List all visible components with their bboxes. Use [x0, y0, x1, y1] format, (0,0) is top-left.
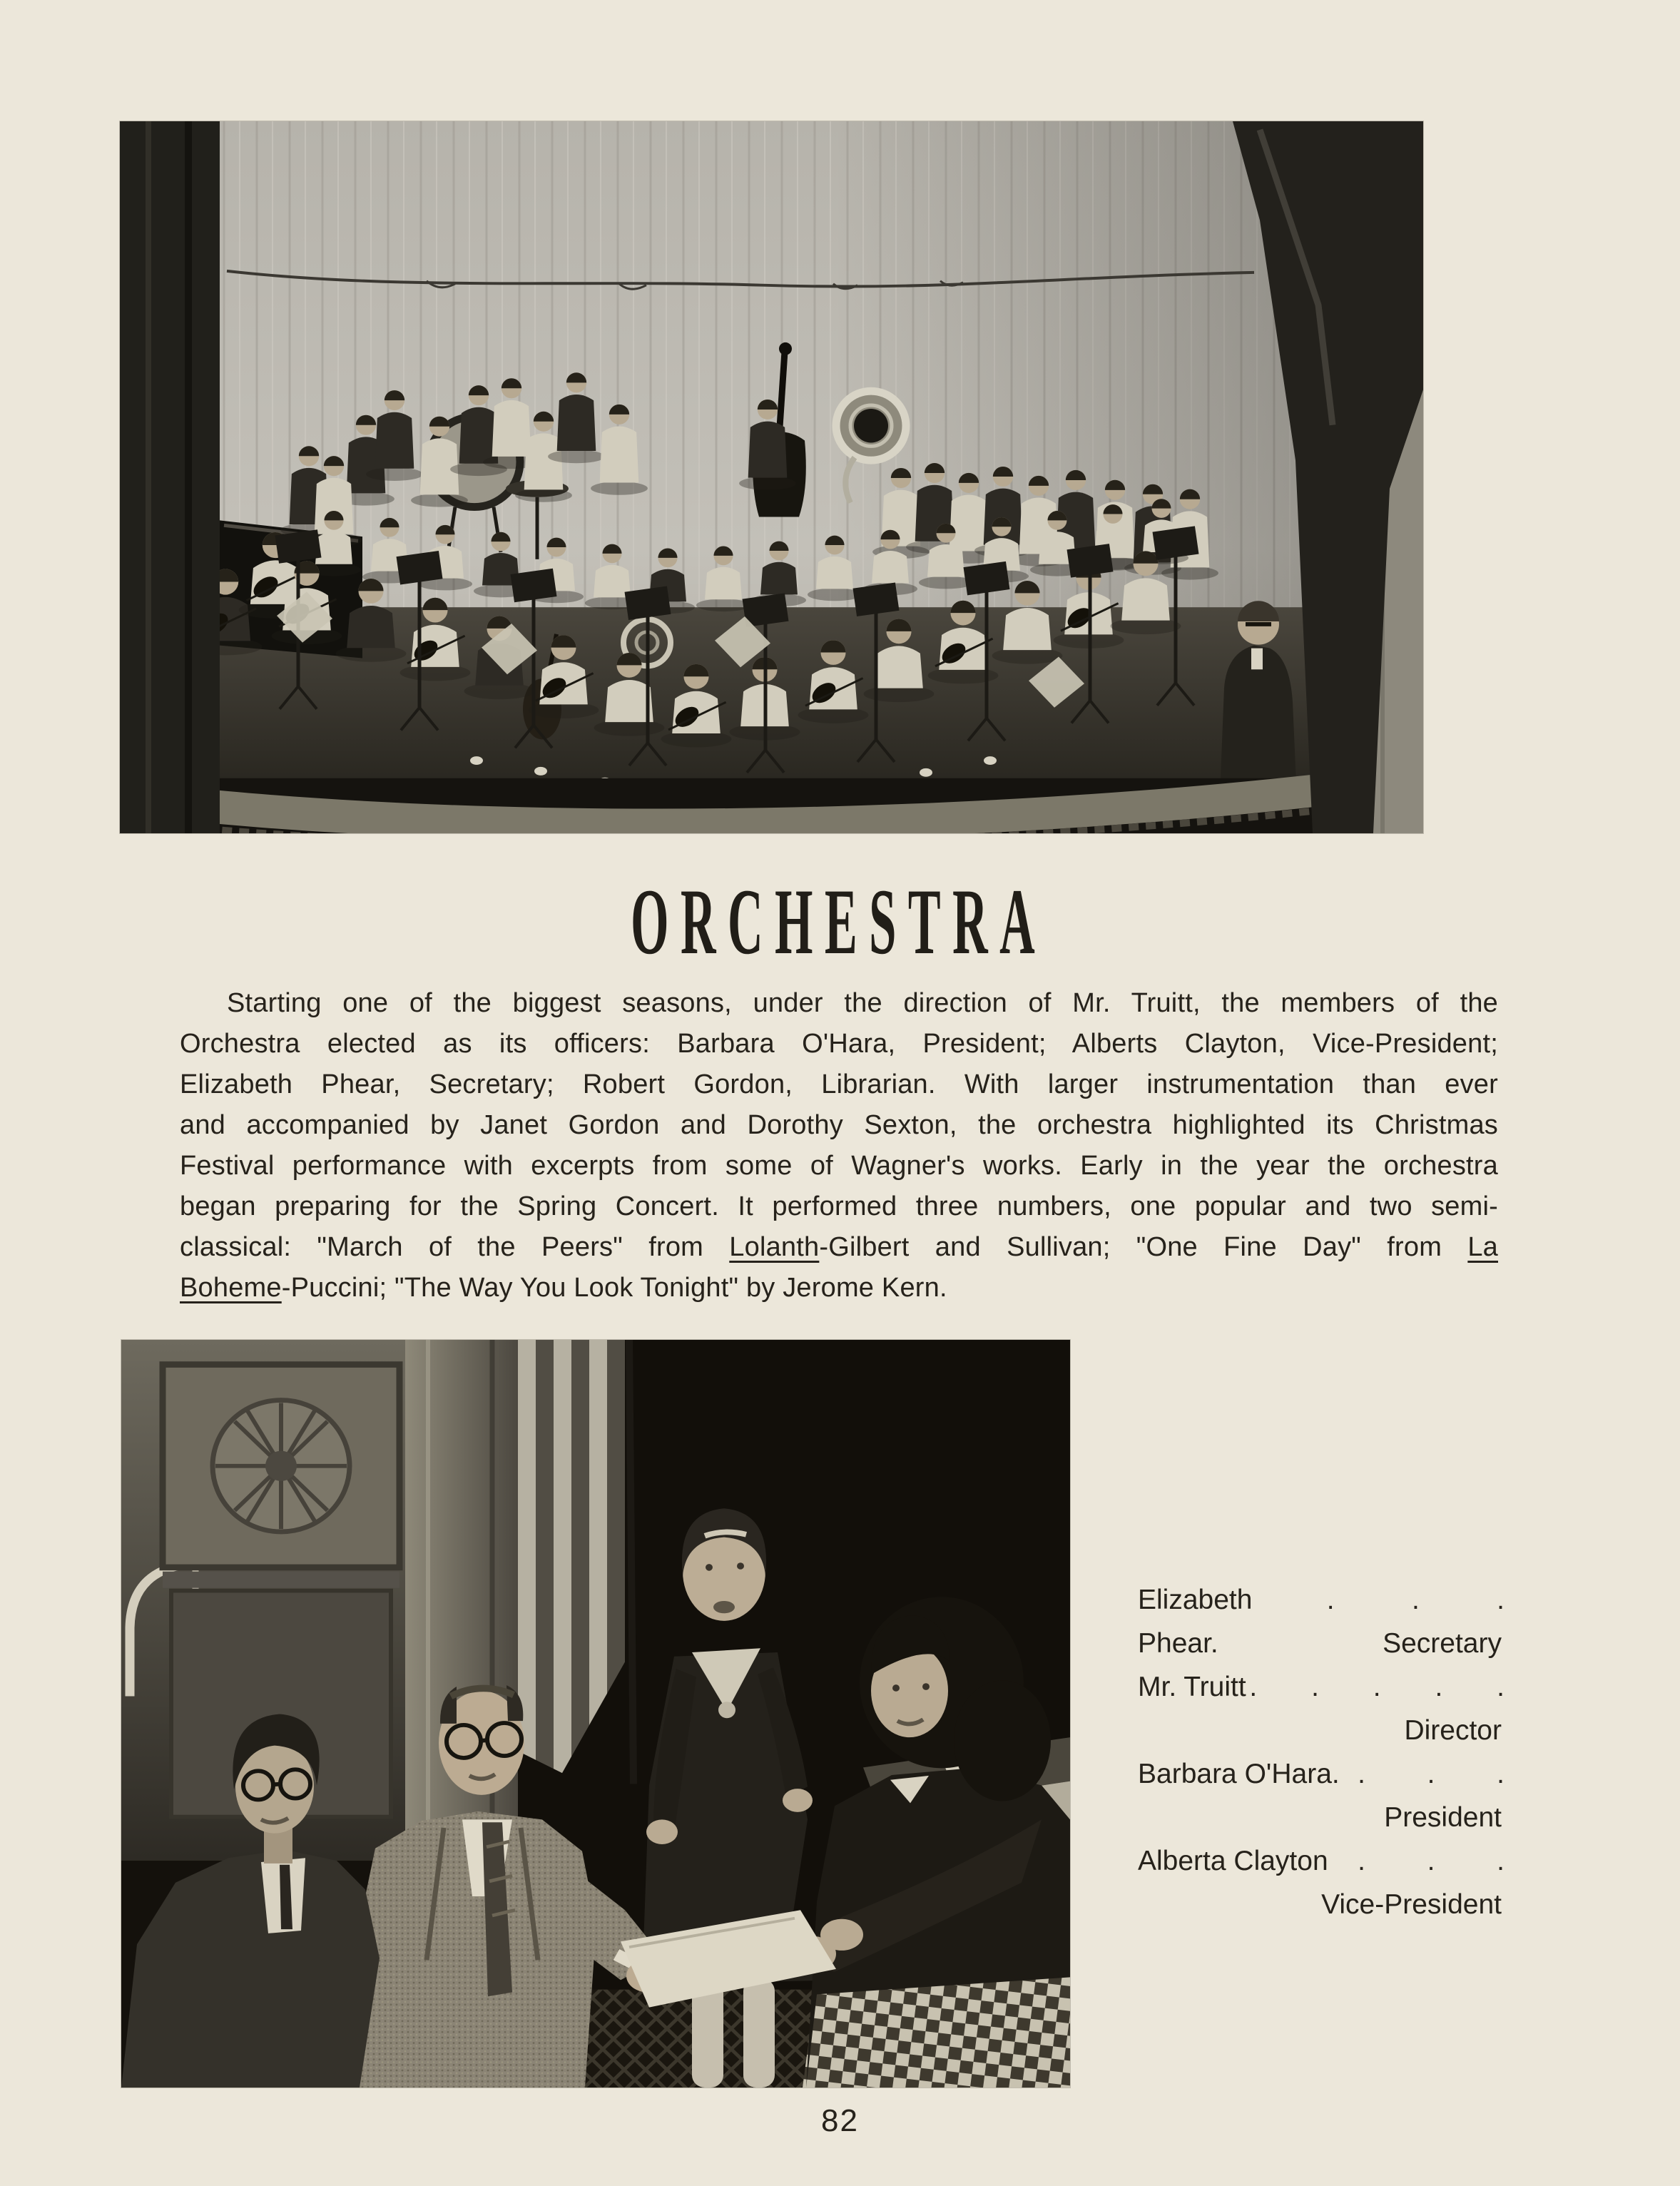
paragraph-line	[180, 1268, 1498, 1308]
paragraph-text: began preparing for the Spring Concert. It performed three numbers, one popular and two semi-	[180, 1191, 1498, 1221]
officer-name: Alberta Clayton	[1138, 1846, 1328, 1876]
dot-leaders: . . .	[1358, 1759, 1505, 1789]
dot-leaders: . . .	[1326, 1585, 1505, 1615]
paragraph-line	[180, 1146, 1498, 1186]
officer-entry	[1138, 1665, 1505, 1752]
orchestra-stage-photo-art	[120, 121, 1423, 833]
paragraph-line	[180, 1186, 1498, 1227]
paragraph-text: classical: "March of the Peers" from	[180, 1232, 730, 1262]
officer-name: Mr. Truitt	[1138, 1672, 1246, 1702]
orchestra-description-paragraph	[180, 983, 1498, 1308]
officer-role: President	[1384, 1802, 1502, 1833]
paragraph-text: and accompanied by Janet Gordon and Dorothy Sexton, the orchestra highlighted its Christmas	[180, 1110, 1498, 1140]
dot-leaders: . . . . .	[1249, 1672, 1505, 1702]
paragraph-text: -Gilbert and Sullivan; "One Fine Day" from	[819, 1232, 1468, 1262]
paragraph-line	[180, 1105, 1498, 1146]
knee-sock	[743, 1978, 775, 2088]
page-title-text: ORCHESTRA	[631, 869, 1047, 974]
paragraph-line	[180, 1024, 1498, 1064]
underlined-text: Boheme	[180, 1273, 282, 1303]
dot-leaders: . . .	[1358, 1846, 1505, 1876]
orchestra-stage-photo	[120, 121, 1423, 833]
page-number: 82	[821, 2103, 859, 2138]
officer-role: Director	[1404, 1715, 1502, 1746]
flag-pole	[629, 1340, 633, 1784]
paragraph-line	[180, 1064, 1498, 1105]
officer-entry	[1138, 1839, 1505, 1926]
underlined-text: La	[1467, 1232, 1498, 1262]
officer-name: Barbara O'Hara.	[1138, 1759, 1340, 1789]
paragraph-text: Orchestra elected as its officers: Barbara O'Hara, President; Alberts Clayton, Vice-President;	[180, 1029, 1498, 1059]
paragraph-text: -Puccini; "The Way You Look Tonight" by Jerome Kern.	[281, 1273, 947, 1303]
underlined-text: Lolanth	[729, 1232, 820, 1262]
officer-name-line	[1138, 1752, 1505, 1796]
paragraph-line	[180, 1227, 1498, 1268]
paragraph-line	[180, 983, 1498, 1024]
officer-role: Secretary	[1383, 1628, 1502, 1659]
officer-entry	[1138, 1752, 1505, 1839]
paragraph-text: Elizabeth Phear, Secretary; Robert Gordon, Librarian. With larger instrumentation than ever	[180, 1069, 1498, 1099]
officer-name-line	[1138, 1665, 1505, 1709]
officer-name: Elizabeth Phear.	[1138, 1585, 1253, 1659]
officer-name-line	[1138, 1839, 1505, 1883]
officer-entry	[1138, 1578, 1505, 1665]
officers-group-photo	[121, 1340, 1070, 2088]
officer-role: Vice-President	[1321, 1889, 1502, 1920]
paragraph-text: Festival performance with excerpts from some of Wagner's works. Early in the year the orchestra	[180, 1151, 1498, 1181]
page-title	[180, 869, 1498, 974]
officers-group-photo-art	[121, 1340, 1070, 2088]
officers-list	[1138, 1578, 1505, 1926]
paragraph-text: Starting one of the biggest seasons, under the direction of Mr. Truitt, the members of the	[227, 988, 1498, 1018]
